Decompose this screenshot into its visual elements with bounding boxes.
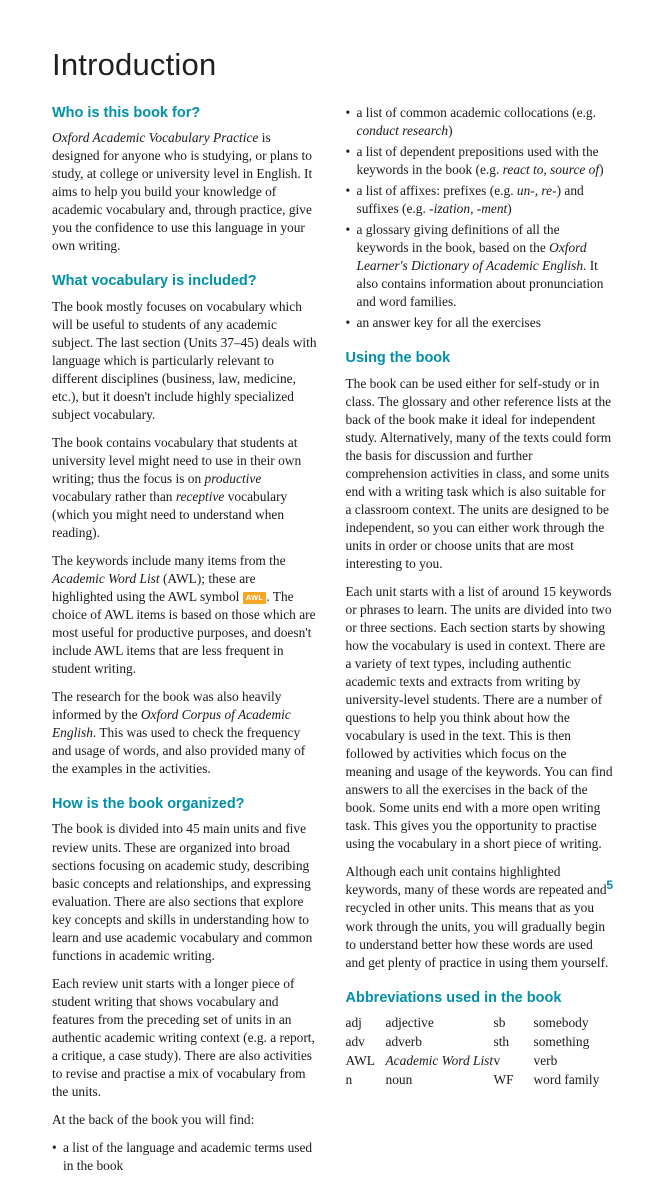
abbrev-value: somebody: [533, 1014, 589, 1030]
text-italic: un-, re-: [516, 183, 557, 199]
text-italic: conduct research: [356, 123, 449, 139]
abbreviations-table: [346, 1014, 614, 1091]
abbrev-value: word family: [533, 1072, 600, 1088]
paragraph-organized-2: Each review unit starts with a longer piece of student writing that shows vocabulary and features from the preceding set of units in an authentic academic writing context (e.g. a report, a critique, a case study). There are also activities to revise and practise a mix of vocabulary from the units.: [52, 975, 315, 1099]
text-run: a list of dependent prepositions used with the keywords in the book (e.g.: [356, 144, 599, 178]
text-run: vocabulary (which you might need to understand when reading).: [52, 488, 288, 540]
table-row: [346, 1014, 614, 1033]
heading-what-vocabulary-is-included: What vocabulary is included?: [52, 273, 257, 290]
paragraph-vocab-4: [52, 688, 320, 778]
text-run: . It also contains information about pronunciation and word families.: [356, 258, 604, 310]
text-italic: -ization, -ment: [429, 201, 508, 217]
paragraph-who-is-this-book-for: [52, 129, 320, 255]
paragraph-vocab-2: [52, 434, 320, 542]
paragraph-using-3: Although each unit contains highlighted keywords, many of these words are repeated and recycled in other units. This means that as you work through the units, you will gradually begin to understand better how these words are used and get plenty of practice in using them yourself.: [345, 864, 609, 970]
text-italic-receptive: receptive: [175, 488, 225, 504]
heading-who-is-this-book-for: Who is this book for?: [52, 105, 201, 122]
awl-badge-icon: AWL: [243, 592, 267, 604]
text-run: ): [507, 201, 512, 217]
list-item: [346, 104, 614, 140]
two-column-body: [52, 104, 613, 1185]
left-column: [52, 104, 320, 1185]
text-run: The keywords include many items from the: [52, 552, 286, 568]
abbrev-key: sth: [493, 1033, 510, 1049]
table-row: [346, 1052, 614, 1071]
text-italic: Oxford Learner's Dictionary of Academic English: [356, 240, 587, 274]
abbrev-key: WF: [493, 1072, 514, 1088]
paragraph-vocab-1: The book mostly focuses on vocabulary which will be useful to students of any academic subject. The last section (Units 37–45) deals with language which is particularly relevant to different disciplines (business, law, medicine, etc.), but it doesn't include highly specialized subject vocabulary.: [52, 298, 317, 422]
text-run: ): [599, 162, 604, 178]
text-run: The book contains vocabulary that students at university level might need to use in their own writing; thus the focus is on: [52, 434, 302, 486]
heading-how-is-the-book-organized: How is the book organized?: [52, 796, 245, 813]
text-run: a glossary giving definitions of all the keywords in the book, based on the: [356, 222, 560, 256]
text-italic-productive: productive: [204, 470, 262, 486]
paragraph-vocab-3: [52, 552, 320, 678]
text-italic-awl-title: Academic Word List: [52, 571, 160, 586]
paragraph-organized-3: At the back of the book you will find:: [52, 1111, 255, 1127]
list-item: [346, 143, 614, 179]
list-back-of-book: [52, 1139, 320, 1175]
abbrev-key: n: [345, 1072, 353, 1088]
paragraph-text: is designed for anyone who is studying, or plans to study, at college or university level in English. It aims to help you build your knowledge of academic vocabulary and, through practice, give you the confidence to use this language in your own writing.: [52, 130, 313, 254]
list-item: [346, 182, 614, 218]
abbrev-key: AWL: [345, 1053, 375, 1069]
list-back-of-book-continued: [346, 104, 614, 332]
abbrev-value: noun: [385, 1072, 413, 1088]
abbrev-key: v: [493, 1053, 501, 1069]
text-run: The research for the book was also heavily informed by the: [52, 689, 282, 723]
list-item: [346, 314, 614, 332]
abbrev-value: Academic Word List: [385, 1053, 494, 1069]
table-row: [346, 1071, 614, 1090]
list-item: [346, 221, 614, 311]
book-title-italic: Oxford Academic Vocabulary Practice: [52, 130, 259, 146]
text-run: . The choice of AWL items is based on those which are most useful for productive purposes, and doesn't include AWL items that are less frequent in student writing.: [52, 589, 316, 677]
heading-using-the-book: Using the book: [345, 350, 451, 367]
text-run: (AWL); these are highlighted using the AWL symbol: [52, 571, 256, 605]
abbrev-value: adjective: [385, 1014, 434, 1030]
table-row: [346, 1033, 614, 1052]
text-run: . This was used to check the frequency and usage of words, and also provided many of the examples in the activities.: [52, 725, 306, 777]
text-run: vocabulary rather than: [52, 488, 176, 504]
text-run: an answer key for all the exercises: [356, 315, 541, 331]
abbrev-value: verb: [533, 1053, 558, 1069]
paragraph-using-1: The book can be used either for self-study or in class. The glossary and other reference lists at the back of the book make it ideal for independent study. Alternatively, many of the texts could form the basis for discussion and further comprehension activities in class, and some units end with a writing task which is also suitable for a classroom context. The units are designed to be independent, so you can either work through the units in order or choose units that are most interesting to you.: [345, 375, 612, 571]
text-italic: react to, source of: [502, 162, 600, 178]
heading-abbreviations: Abbreviations used in the book: [345, 989, 562, 1006]
text-run: ) and suffixes (e.g.: [356, 183, 584, 217]
right-column: [346, 104, 614, 1090]
text-italic-corpus-title: Oxford Corpus of Academic English: [52, 707, 291, 741]
text-run: a list of affixes: prefixes (e.g.: [356, 183, 517, 199]
page-number: 5: [606, 878, 613, 892]
abbrev-key: sb: [493, 1014, 506, 1030]
text-run: ): [448, 123, 453, 139]
paragraph-organized-1: The book is divided into 45 main units and five review units. These are organized into broad sections focusing on academic study, describing basic concepts and relationships, and expressing evaluation. There are also sections that explore key concepts and skills in understanding how to learn and use academic vocabulary and common functions in academic writing.: [52, 821, 313, 963]
abbrev-value: something: [533, 1033, 590, 1049]
paragraph-using-2: Each unit starts with a list of around 15 keywords or phrases to learn. The units are divided into two or three sections. Each section starts by showing how the vocabulary is used in context. There are a variety of text types, including authentic academic texts and extracts from writing by university-level students. There are a number of questions to help you think about how the vocabulary is used in the text. This is then followed by activities which focus on the meaning and usage of the keywords. You can find answers to all the exercises in the back of the book. Some units end with a more open writing task. This gives you the opportunity to practise using the vocabulary in a short piece of writing.: [345, 583, 613, 852]
list-item: • a list of the language and academic terms used in the book: [52, 1139, 320, 1175]
text-run: a list of common academic collocations (e.g.: [356, 105, 596, 121]
abbrev-value: adverb: [385, 1033, 422, 1049]
page-title: Introduction: [52, 47, 217, 82]
abbrev-key: adv: [345, 1033, 365, 1049]
abbrev-key: adj: [345, 1014, 362, 1030]
